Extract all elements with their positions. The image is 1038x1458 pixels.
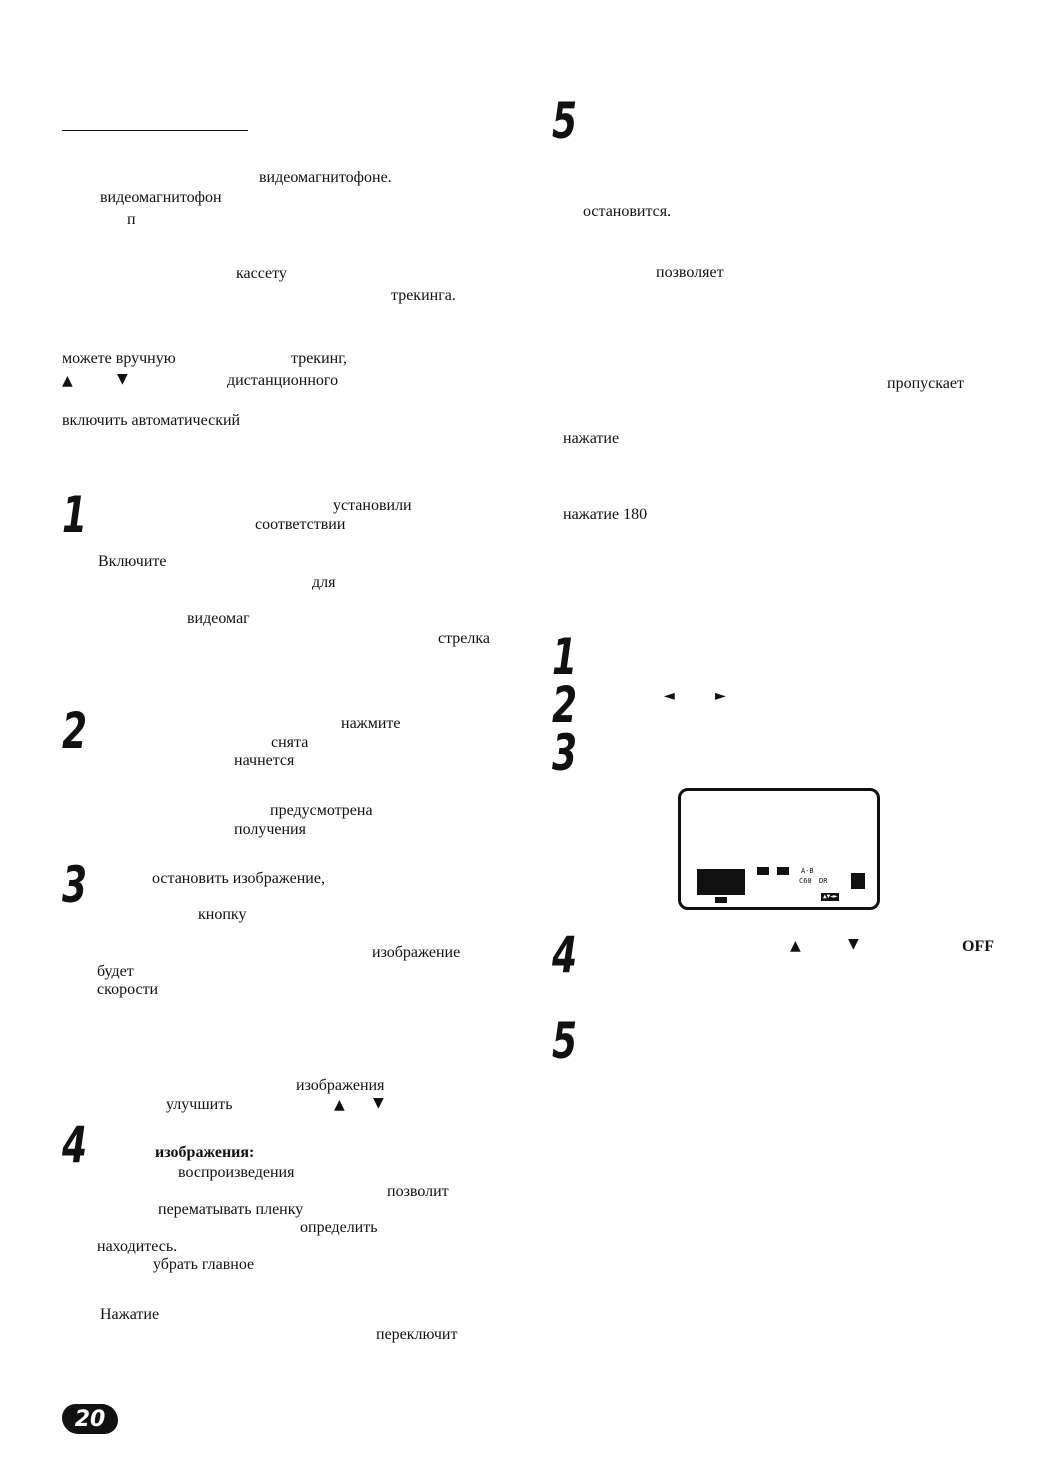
up-triangle-icon: ▲	[334, 1097, 345, 1113]
step-3-text: кнопку	[198, 906, 247, 923]
osd-c60-label: C60	[799, 877, 812, 885]
osd-mode-block	[697, 869, 745, 895]
step-3-text: скорости	[97, 981, 159, 998]
step-4-text: Нажатие	[100, 1306, 160, 1323]
step-2-text: предусмотрена	[270, 802, 373, 819]
up-triangle-icon: ▲	[62, 373, 73, 389]
intro-text: видеомагнитофон	[100, 189, 222, 206]
step-2-text: начнется	[234, 752, 295, 769]
step-3-text: будет	[97, 963, 134, 980]
down-triangle-icon: ▼	[117, 371, 128, 387]
intro-text: трекинга.	[391, 287, 456, 304]
intro-text: дистанционного	[227, 372, 339, 389]
step-3-text: остановить изображение,	[152, 870, 325, 887]
step-5-text: нажатие 180	[563, 506, 648, 523]
step-4-heading: изображения:	[155, 1144, 255, 1161]
step-1-text: установили	[333, 497, 412, 514]
step-number-5: 5	[552, 1012, 578, 1070]
step-1-text: для	[312, 574, 336, 591]
step-2-text: нажмите	[341, 715, 401, 732]
step-number-1: 1	[62, 486, 88, 544]
osd-icon	[851, 873, 865, 889]
step-number-3: 3	[62, 856, 88, 914]
step-3-text: изображение	[372, 944, 461, 961]
off-label: OFF	[962, 938, 994, 955]
step-number-3: 3	[552, 724, 578, 782]
step-2-text: снята	[271, 734, 309, 751]
step-4-text: определить	[300, 1219, 378, 1236]
step-3-text: улучшить	[166, 1096, 233, 1113]
step-5-text: остановится.	[583, 203, 672, 220]
intro-text: включить автоматический	[62, 412, 241, 429]
step-1-text: Включите	[98, 553, 167, 570]
step-4-text: убрать главное	[153, 1256, 255, 1273]
step-1-text: соответствии	[255, 516, 346, 533]
step-1-text: видеомаг	[187, 610, 250, 627]
step-number-1: 1	[552, 628, 578, 686]
step-1-text: стрелка	[438, 630, 491, 647]
osd-arrow-keys: ▲▼◄►	[823, 893, 838, 900]
step-5-text: позволяет	[656, 264, 724, 281]
step-number-4: 4	[62, 1116, 88, 1174]
step-4-text: переключит	[376, 1326, 458, 1343]
intro-text: можете вручную	[62, 350, 176, 367]
step-4-text: воспроизведения	[178, 1164, 295, 1181]
intro-text: п	[127, 211, 136, 228]
step-number-2: 2	[552, 676, 578, 734]
up-triangle-icon: ▲	[790, 938, 801, 954]
intro-text: видеомагнитофоне.	[259, 169, 392, 186]
down-triangle-icon: ▼	[373, 1095, 384, 1111]
intro-text: кассету	[236, 265, 287, 282]
osd-icon	[715, 897, 727, 903]
step-3-text: изображения	[296, 1077, 385, 1094]
step-4-text: перематывать пленку	[158, 1201, 304, 1218]
page-number-badge	[62, 1404, 118, 1434]
step-number-5: 5	[552, 92, 578, 150]
tv-screen-illustration	[678, 788, 880, 910]
page-number: 20	[74, 1406, 106, 1432]
step-number-2: 2	[62, 702, 88, 760]
step-5-text: пропускает	[887, 375, 964, 392]
step-number-4: 4	[552, 926, 578, 984]
down-triangle-icon: ▼	[848, 936, 859, 952]
step-2-text: получения	[234, 821, 306, 838]
section-title-rule	[62, 130, 248, 131]
step-4-text: находитесь.	[97, 1238, 178, 1255]
step-5-text: нажатие	[563, 430, 620, 447]
right-triangle-icon: ►	[715, 688, 726, 704]
osd-ab-label: A-B	[801, 867, 814, 875]
step-4-text: позволит	[387, 1183, 449, 1200]
osd-icon	[757, 867, 769, 875]
intro-text: трекинг,	[291, 350, 347, 367]
osd-icon	[777, 867, 789, 875]
osd-dr-label: DR	[819, 877, 828, 885]
left-triangle-icon: ◄	[664, 688, 675, 704]
